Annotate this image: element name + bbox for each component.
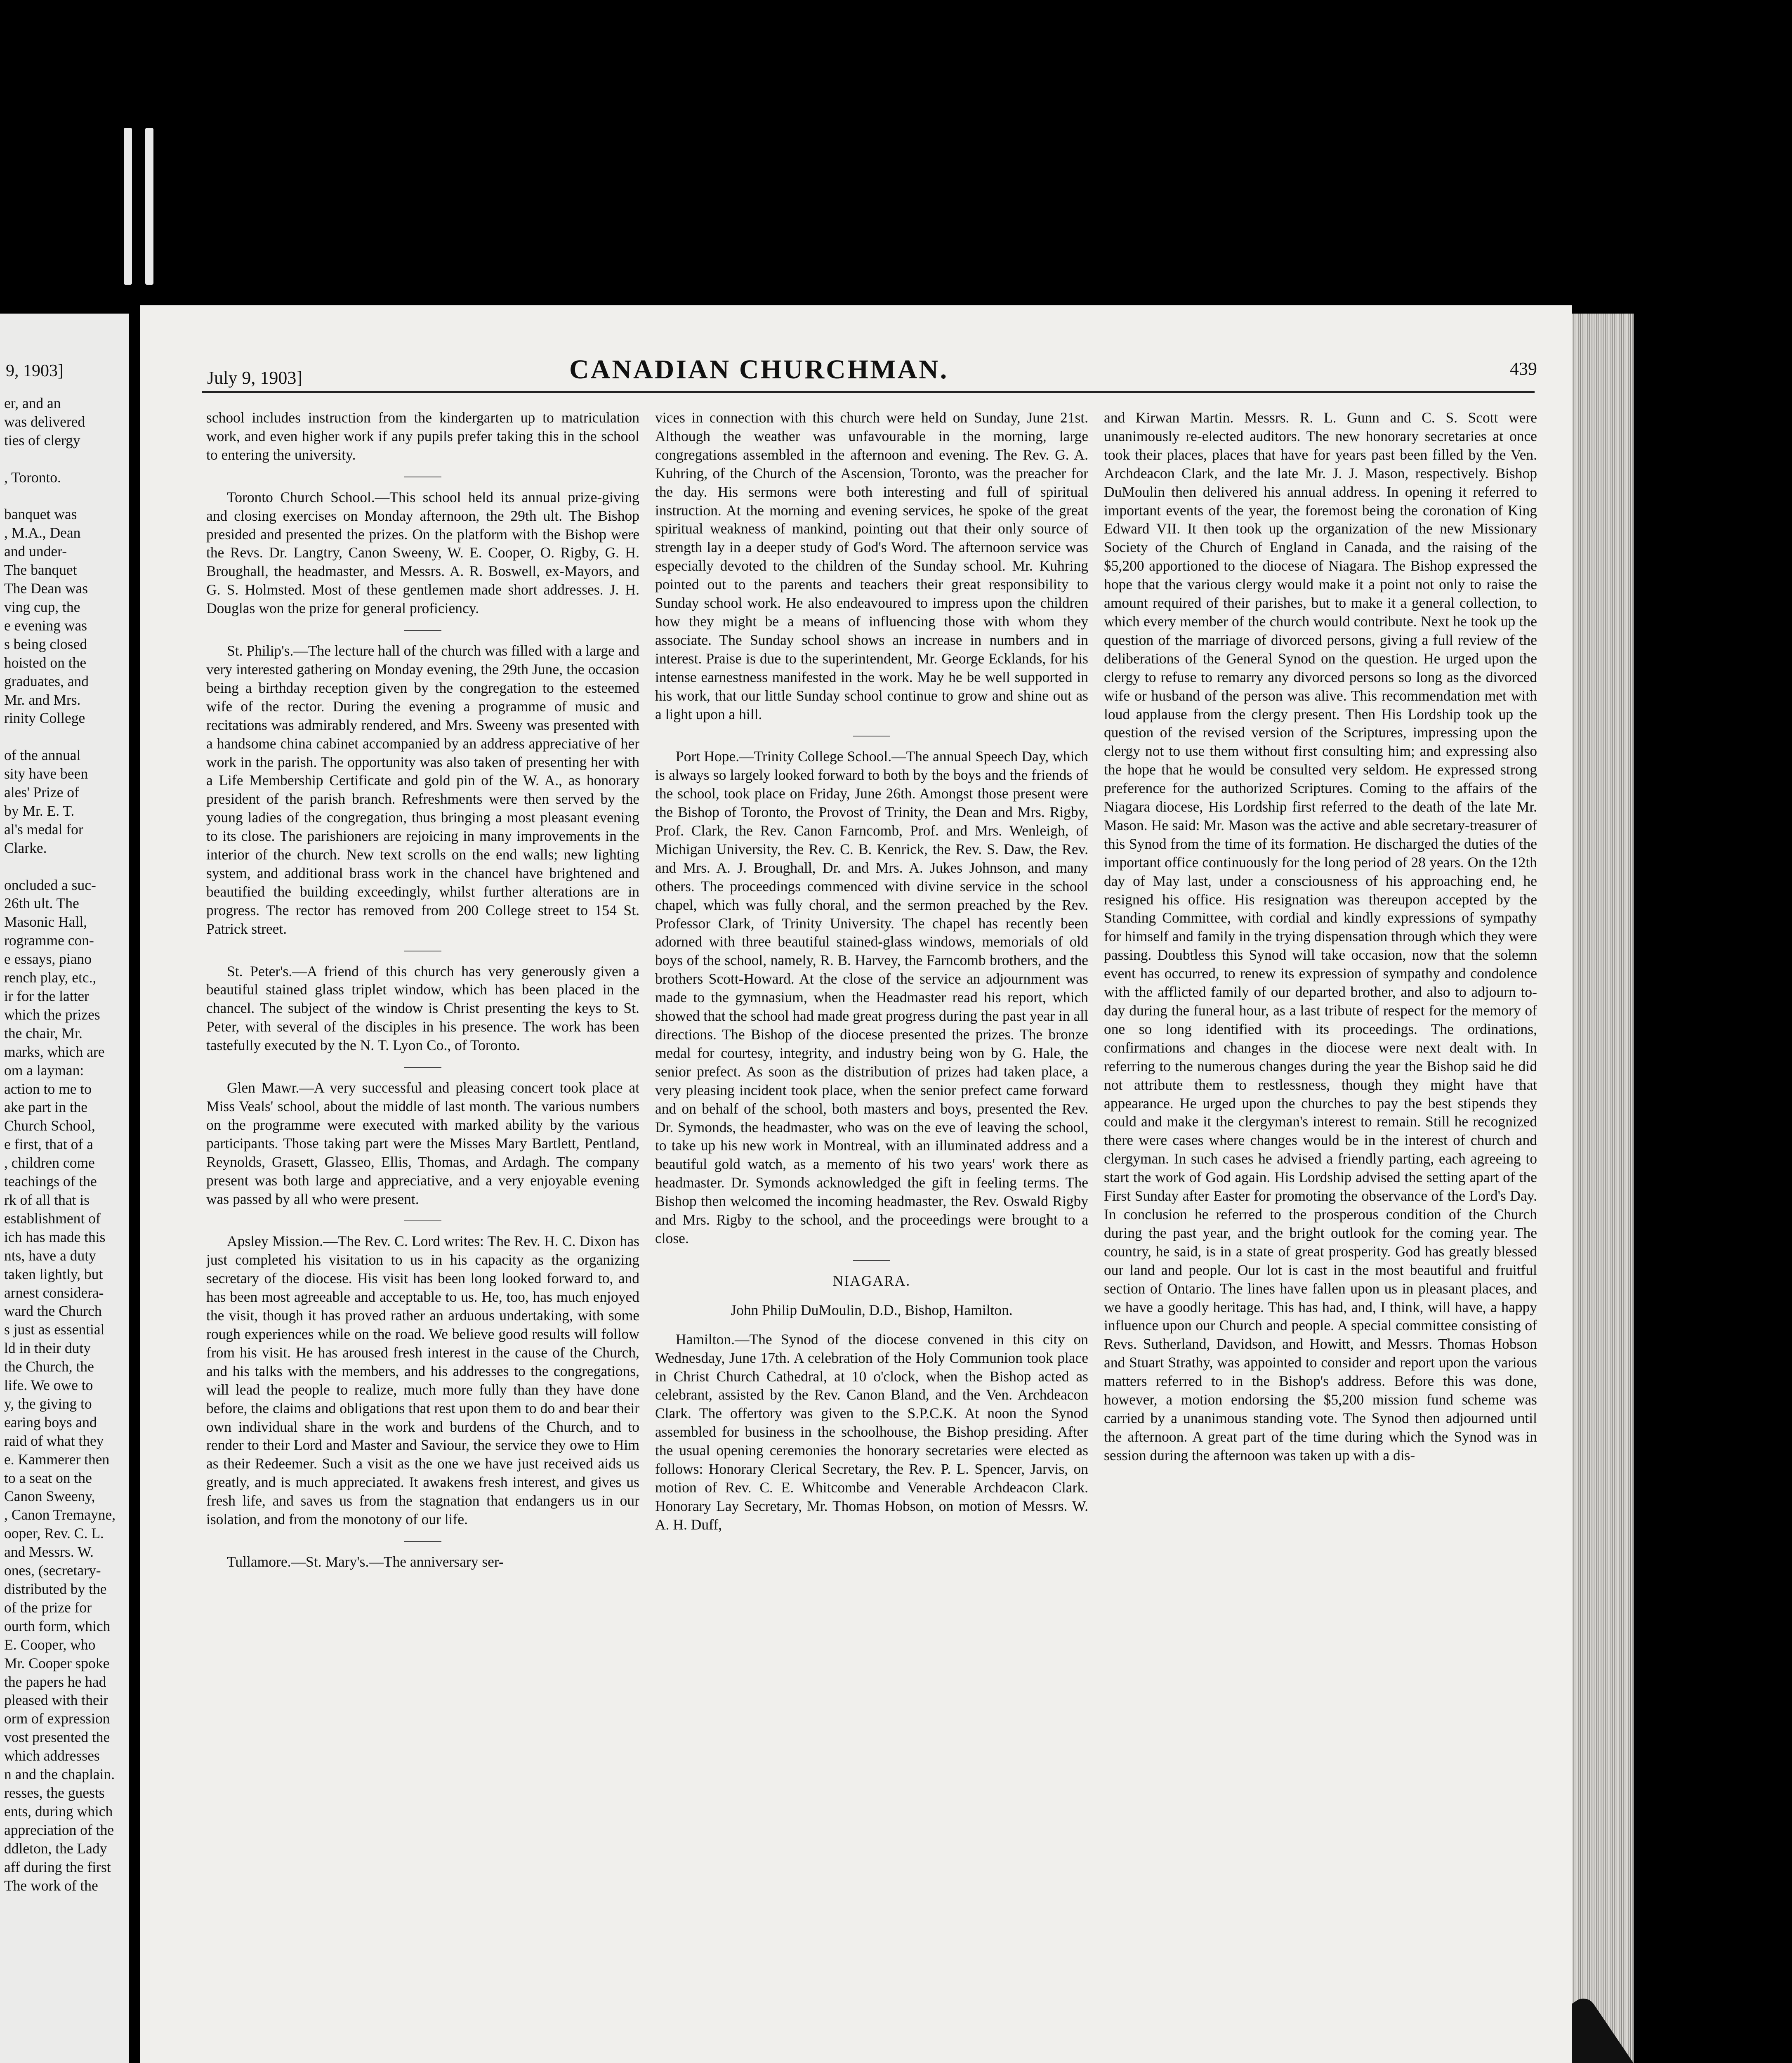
prev-page-line: sity have been [4, 765, 88, 782]
prev-page-line [4, 857, 128, 876]
article-paragraph: Port Hope.—Trinity College School.—The annual Speech Day, which is always so largely looked forward to both by the boys and the friends of the school, took place on Friday, June 26th. Amongst those present were the Bishop of Toronto, the Provost of Trinity, the Dean and Mrs. Rigby, Prof. Clark, the Rev. Canon Farncomb, Prof. and Mrs. Wenleigh, of Michigan University, the Rev. C. B. Kenrick, the Rev. S. Daw, the Rev. and Mrs. A. J. Broughall, Dr. and Mrs. A. Jukes Johnson, and many others. The proceedings commenced with divine service in the school chapel, which was fully choral, and the sermon preached by the Rev. Professor Clark, of Trinity University. The chapel has recently been adorned with three beautiful stained-glass windows, memorials of old boys of the school, namely, R. B. Harvey, the Farncomb brothers, and the brothers Scott-Howard. At the close of the service an adjournment was made to the gymnasium, when the Headmaster read his report, which showed that the school had made great progress during the past year in all directions. The Bishop of the diocese presented the prizes. The bronze medal for courtesy, integrity, and industry being won by G. Hale, the senior prefect. As soon as the distribution of prizes had taken place, a very pleasing incident took place, when the senior prefect came forward and on behalf of the school, both masters and boys, presented the Rev. Dr. Symonds, the headmaster, who was on the eve of leaving the school, to take up his new work in Montreal, with an illuminated address and a beautiful gold watch, as a memento of his two years' work there as headmaster. Dr. Symonds acknowledged the gift in feeling terms. The Bishop then welcomed the incoming headmaster, the Rev. Oswald Rigby and Mrs. Rigby to the school, and the proceedings were brought to a close. [655, 748, 1088, 1246]
prev-page-line: by Mr. E. T. [4, 802, 75, 819]
section-separator [404, 630, 441, 631]
prev-page-line: The work of the [4, 1877, 98, 1894]
prev-page-line: life. We owe to [4, 1377, 93, 1394]
prev-page-line: n and the chaplain. [4, 1766, 115, 1783]
article-paragraph: vices in connection with this church were held on Sunday, June 21st. Although the weather was unfavourable in the morning, large congregations assembled in the afternoon and evening. The Rev. G. A. Kuhring, of the Church of the Ascension, Toronto, was the preacher for the day. His sermons were both interesting and full of spiritual instruction. At the morning and evening services, he spoke of the great spiritual weakness of mankind, pointing out that their only source of strength lay in a deeper study of God's Word. The afternoon service was especially devoted to the children of the Sunday school. Mr. Kuhring pointed out to the parents and teachers their great responsibility to Sunday school work. He also endeavoured to impress upon the children how they might be a means of influencing those with whom they associate. The Sunday school shows an increase in numbers and in interest. Praise is due to the superintendent, Mr. George Ecklands, for his intense earnestness manifested in the work. May he be well supported in his work, that our little Sunday school continue to grow and shine out as a light upon a hill. [655, 409, 1088, 722]
prev-page-line: , Canon Tremayne, [4, 1506, 116, 1523]
prev-page-line [4, 450, 128, 468]
prev-page-line: e evening was [4, 617, 87, 634]
page-number: 439 [1510, 359, 1537, 379]
prev-page-line: teachings of the [4, 1173, 97, 1190]
prev-page-line: was delivered [4, 413, 85, 430]
prev-page-line: ir for the latter [4, 988, 89, 1004]
prev-page-line: ake part in the [4, 1099, 88, 1116]
prev-page-line: action to me to [4, 1080, 92, 1097]
prev-page-line: raid of what they [4, 1432, 104, 1449]
prev-page-line: s being closed [4, 635, 87, 652]
article-paragraph: and Kirwan Martin. Messrs. R. L. Gunn and C. S. Scott were unanimously re-elected auditors. The new honorary secretaries at once took their places, places that have for years past been filled by the Ven. Archdeacon Clark, and the late Mr. J. J. Mason, respectively. Bishop DuMoulin then delivered his annual address. In opening it referred to important events of the year, the foremost being the coronation of King Edward VII. It then took up the organization of the new Missionary Society of the Church of England in Canada, and the raising of the $5,200 apportioned to the diocese of Niagara. The Bishop expressed the hope that the various clergy would make it a point not only to raise the amount required of their parishes, but to make it a general collection, to which every member of the church would contribute. Next he took up the question of the marriage of divorced persons, giving a full review of the deliberations of the General Synod on the question. He urged upon the clergy to refuse to remarry any divorced persons so long as the divorced wife or husband of the person was alive. This recommendation met with loud applause from the clergy present. Then His Lordship took up the question of the revised version of the Scriptures, impressing upon the clergy not to use them without first consulting him; and expressing also the hope that he would be consulted very seldom. He expressed strong preference for the authorized Scriptures. Coming to the affairs of the Niagara diocese, His Lordship first referred to the death of the late Mr. Mason. He said: Mr. Mason was the active and able secretary-treasurer of this Synod from the time of its formation. He discharged the duties of the important office continuously for the long period of 28 years. On the 12th day of May last, under a consciousness of his approaching end, he resigned his office. His resignation was thereupon accepted by the Standing Committee, with cordial and kindly expressions of sympathy for himself and family in the trying dispensation through which they were passing. Doubtless this Synod will take occasion, now that the solemn event has occurred, to renew its expression of sympathy and condolence with the afflicted family of our departed brother, and also to adjourn to-day during the funeral hour, as a last tribute of respect for the memory of one so long identified with its proceedings. The ordinations, confirmations and changes in the diocese were next dealt with. In referring to the numerous changes during the year the Bishop said he did not attribute them to restlessness, though they might have that appearance. He urged upon the churches to pay the best stipends they could and make it the clergyman's interest to remain. Still he recognized there were cases where changes would be in the interest of church and clergyman. In such cases he advised a friendly parting, each agreeing to start the work of God again. His Lordship advised the setting apart of the First Sunday after Easter for promoting the observance of the Lord's Day. In conclusion he referred to the prosperous condition of the Church during the past year, and the bright outlook for the coming year. The country, he said, is in a state of great prosperity. God has greatly blessed our land and people. Our lot is cast in the most beautiful and fruitful section of Ontario. The lines have fallen upon us in pleasant places, and we have a goodly heritage. This has had, and, I think, will have, a happy influence upon our Church and people. A special committee consisting of Revs. Sutherland, Davidson, and Howitt, and Messrs. Thomas Hobson and Stuart Strathy, was appointed to consider and report upon the various matters referred to in the Bishop's address. Before this was done, however, a motion endorsing the $5,200 mission fund scheme was carried by a unanimous standing vote. The Synod then adjourned until the afternoon. A great part of the time during which the Synod was in session during the afternoon was taken up with a dis- [1104, 409, 1537, 1463]
prev-page-line: Church School, [4, 1117, 95, 1134]
prev-page-line: marks, which are [4, 1043, 105, 1060]
prev-page-line: the Church, the [4, 1358, 94, 1375]
section-separator [404, 1067, 441, 1068]
prev-page-line: ooper, Rev. C. L. [4, 1525, 104, 1542]
prev-page-line: which addresses [4, 1747, 100, 1764]
prev-page-line: The Dean was [4, 580, 88, 597]
page-date: July 9, 1903] [207, 368, 302, 388]
prev-page-line: , Toronto. [4, 469, 61, 486]
newspaper-page [140, 305, 1572, 2063]
section-byline: John Philip DuMoulin, D.D., Bishop, Hamilton. [731, 1301, 1013, 1318]
prev-page-line: , M.A., Dean [4, 524, 81, 541]
prev-page-line: Mr. Cooper spoke [4, 1655, 110, 1671]
prev-page-line: orm of expression [4, 1710, 110, 1727]
prev-page-line: ld in their duty [4, 1340, 91, 1357]
column-2 [655, 408, 1088, 1546]
prev-page-line: al's medal for [4, 821, 83, 838]
prev-page-line: nts, have a duty [4, 1247, 96, 1264]
article-paragraph: Glen Mawr.—A very successful and pleasing concert took place at Miss Veals' school, about the middle of last month. The various numbers on the programme were executed with marked ability by the various participants. Those taking part were the Misses Mary Bartlett, Pentland, Reynolds, Grasett, Glasseo, Ellis, Thomas, and Ardagh. The company present was both large and appreciative, and a very enjoyable evening was passed by all who were present. [206, 1079, 639, 1207]
prev-page-line: ales' Prize of [4, 784, 79, 801]
prev-page-line: e. Kammerer then [4, 1451, 110, 1468]
prev-page-line: which the prizes [4, 1006, 100, 1023]
prev-page-line: of the prize for [4, 1599, 92, 1616]
prev-page-line: appreciation of the [4, 1821, 114, 1838]
article-paragraph: Apsley Mission.—The Rev. C. Lord writes: The Rev. H. C. Dixon has just completed his visitation to us in his capacity as the organizing secretary of the diocese. His visit has been long looked forward to, and has been most agreeable and acceptable to us. He, too, has much enjoyed the visit, though it has proved rather an arduous undertaking, with some rough experiences while on the road. We believe good results will follow from his visit. He has aroused fresh interest in the cause of the Church, and his talks with the members, and his addresses to the congregations, will lead the people to realize, much more fully than they have done before, the claims and obligations that rest upon them to do and bear their own individual share in the work and burdens of the Church, and to render to their Lord and Master and Saviour, the service they owe to Him as their Redeemer. Such a visit as the one we have just received aids us greatly, and is much appreciated. It awakens fresh interest, and gives us fresh life, and saves us from the stagnation that endangers us in our isolation, and from the monotony of our life. [206, 1233, 639, 1528]
prev-page-line: of the annual [4, 747, 81, 764]
prev-page-line: ourth form, which [4, 1617, 111, 1634]
previous-page-column [4, 394, 128, 1895]
prev-page-line: ents, during which [4, 1803, 113, 1820]
prev-page-line: Clarke. [4, 839, 47, 856]
column-3 [1104, 408, 1537, 1477]
section-separator [853, 1260, 890, 1261]
section-separator [404, 1541, 441, 1542]
prev-page-line: ties of clergy [4, 432, 80, 448]
prev-page-line: ving cup, the [4, 598, 80, 615]
prev-page-line: taken lightly, but [4, 1265, 103, 1282]
prev-page-line: graduates, and [4, 673, 89, 689]
prev-page-line: pleased with their [4, 1692, 108, 1709]
prev-page-line [4, 727, 128, 746]
prev-page-line: e essays, piano [4, 951, 92, 968]
prev-page-line: rinity College [4, 710, 85, 727]
book-page-edges [1572, 314, 1634, 2063]
prev-page-line: vost presented the [4, 1729, 110, 1746]
masthead: CANADIAN CHURCHMAN. [569, 354, 949, 385]
prev-page-line: resses, the guests [4, 1784, 105, 1801]
prev-page-line: Masonic Hall, [4, 913, 87, 930]
prev-page-line: and under- [4, 543, 67, 560]
prev-page-line: the papers he had [4, 1673, 106, 1690]
article-paragraph: St. Peter's.—A friend of this church has very generously given a beautiful stained glass triplet window, which has been placed in the chancel. The subject of the window is Christ presenting the keys to St. Peter, with several of the disciples in his presence. The work has been tastefully executed by the N. T. Lyon Co., of Toronto. [206, 963, 639, 1054]
prev-page-line: rk of all that is [4, 1191, 90, 1208]
column-1 [206, 408, 639, 1584]
prev-page-line: Mr. and Mrs. [4, 691, 81, 708]
prev-page-line: arnest considera- [4, 1284, 104, 1301]
prev-page-line: to a seat on the [4, 1469, 92, 1486]
previous-page-header: 9, 1903] [6, 361, 64, 380]
prev-page-line: ward the Church [4, 1303, 102, 1319]
prev-page-line: rench play, etc., [4, 969, 97, 986]
prev-page-line: rogramme con- [4, 932, 94, 949]
prev-page-line: establishment of [4, 1210, 101, 1227]
prev-page-line: E. Cooper, who [4, 1636, 96, 1653]
prev-page-line [4, 487, 128, 505]
prev-page-line: ddleton, the Lady [4, 1840, 107, 1857]
masthead-rule [202, 391, 1535, 393]
prev-page-line: oncluded a suc- [4, 876, 96, 893]
article-paragraph: Tullamore.—St. Mary's.—The anniversary ser- [227, 1553, 504, 1570]
article-paragraph: school includes instruction from the kindergarten up to matriculation work, and even higher work if any pupils prefer taking this in the school to entering the university. [206, 409, 639, 463]
prev-page-line: aff during the first [4, 1858, 111, 1875]
film-mark-top-1 [124, 128, 132, 285]
prev-page-line: distributed by the [4, 1581, 107, 1597]
prev-page-line: banquet was [4, 506, 77, 523]
prev-page-line: the chair, Mr. [4, 1024, 83, 1041]
prev-page-line: om a layman: [4, 1062, 84, 1079]
prev-page-line: ich has made this [4, 1228, 106, 1245]
section-heading: NIAGARA. [832, 1272, 911, 1289]
prev-page-line: 26th ult. The [4, 895, 79, 912]
prev-page-line: , children come [4, 1154, 95, 1171]
prev-page-line: and Messrs. W. [4, 1544, 94, 1560]
article-paragraph: Toronto Church School.—This school held its annual prize-giving and closing exercises on Monday afternoon, the 29th ult. The Bishop presided and presented the prizes. On the platform with the Bishop were the Revs. Dr. Langtry, Canon Sweeny, W. E. Cooper, O. Rigby, G. H. Broughall, the headmaster, and Messrs. A. R. Boswell, ex-Mayors, and G. S. Holmsted. Most of these gentlemen made short addresses. J. H. Douglas won the prize for general proficiency. [206, 489, 639, 617]
prev-page-line: Canon Sweeny, [4, 1488, 95, 1505]
prev-page-line: The banquet [4, 562, 77, 578]
prev-page-line: s just as essential [4, 1321, 105, 1338]
article-paragraph: Hamilton.—The Synod of the diocese convened in this city on Wednesday, June 17th. A celebration of the Holy Communion took place in Christ Church Cathedral, at 10 o'clock, when the Bishop acted as celebrant, assisted by the Rev. Canon Bland, and the Ven. Archdeacon Clark. The offertory was given to the S.P.C.K. At noon the Synod assembled for business in the schoolhouse, the Bishop presiding. After the usual opening ceremonies the honorary secretaries were elected as follows: Honorary Clerical Secretary, the Rev. P. L. Spencer, Jarvis, on motion of Rev. C. E. Whitcombe and Venerable Archdeacon Clark. Honorary Lay Secretary, Mr. Thomas Hobson, on motion of Messrs. W. A. H. Duff, [655, 1331, 1088, 1533]
prev-page-line: er, and an [4, 395, 61, 411]
prev-page-line: hoisted on the [4, 654, 87, 671]
prev-page-line: ones, (secretary- [4, 1562, 101, 1579]
section-separator [404, 1220, 441, 1221]
prev-page-line: e first, that of a [4, 1136, 93, 1153]
prev-page-line: y, the giving to [4, 1395, 92, 1412]
prev-page-line: earing boys and [4, 1414, 97, 1430]
article-paragraph: St. Philip's.—The lecture hall of the church was filled with a large and very interested gathering on Monday evening, the 29th June, the occasion being a birthday reception given by the congregation to the esteemed wife of the rector. During the evening a programme of music and recitations was admirably rendered, and Mrs. Sweeny was presented with a handsome china cabinet accompanied by an address appreciative of her work in the parish. The opportunity was also taken of presenting her with a Life Membership Certificate and gold pin of the W. A., as honorary president of the parish branch. Refreshments were then served by the young ladies of the congregation, thus bringing a most pleasant evening to its close. The parishioners are rejoicing in many improvements in the interior of the church. New text scrolls on the end walls; new lighting system, and additional brass work in the chancel have brightened and beautified the building exceedingly, whilst further alterations are in progress. The rector has removed from 200 College street to 154 St. Patrick street. [206, 642, 639, 937]
film-mark-top-2 [145, 128, 153, 285]
previous-page-fragment [0, 314, 129, 2063]
